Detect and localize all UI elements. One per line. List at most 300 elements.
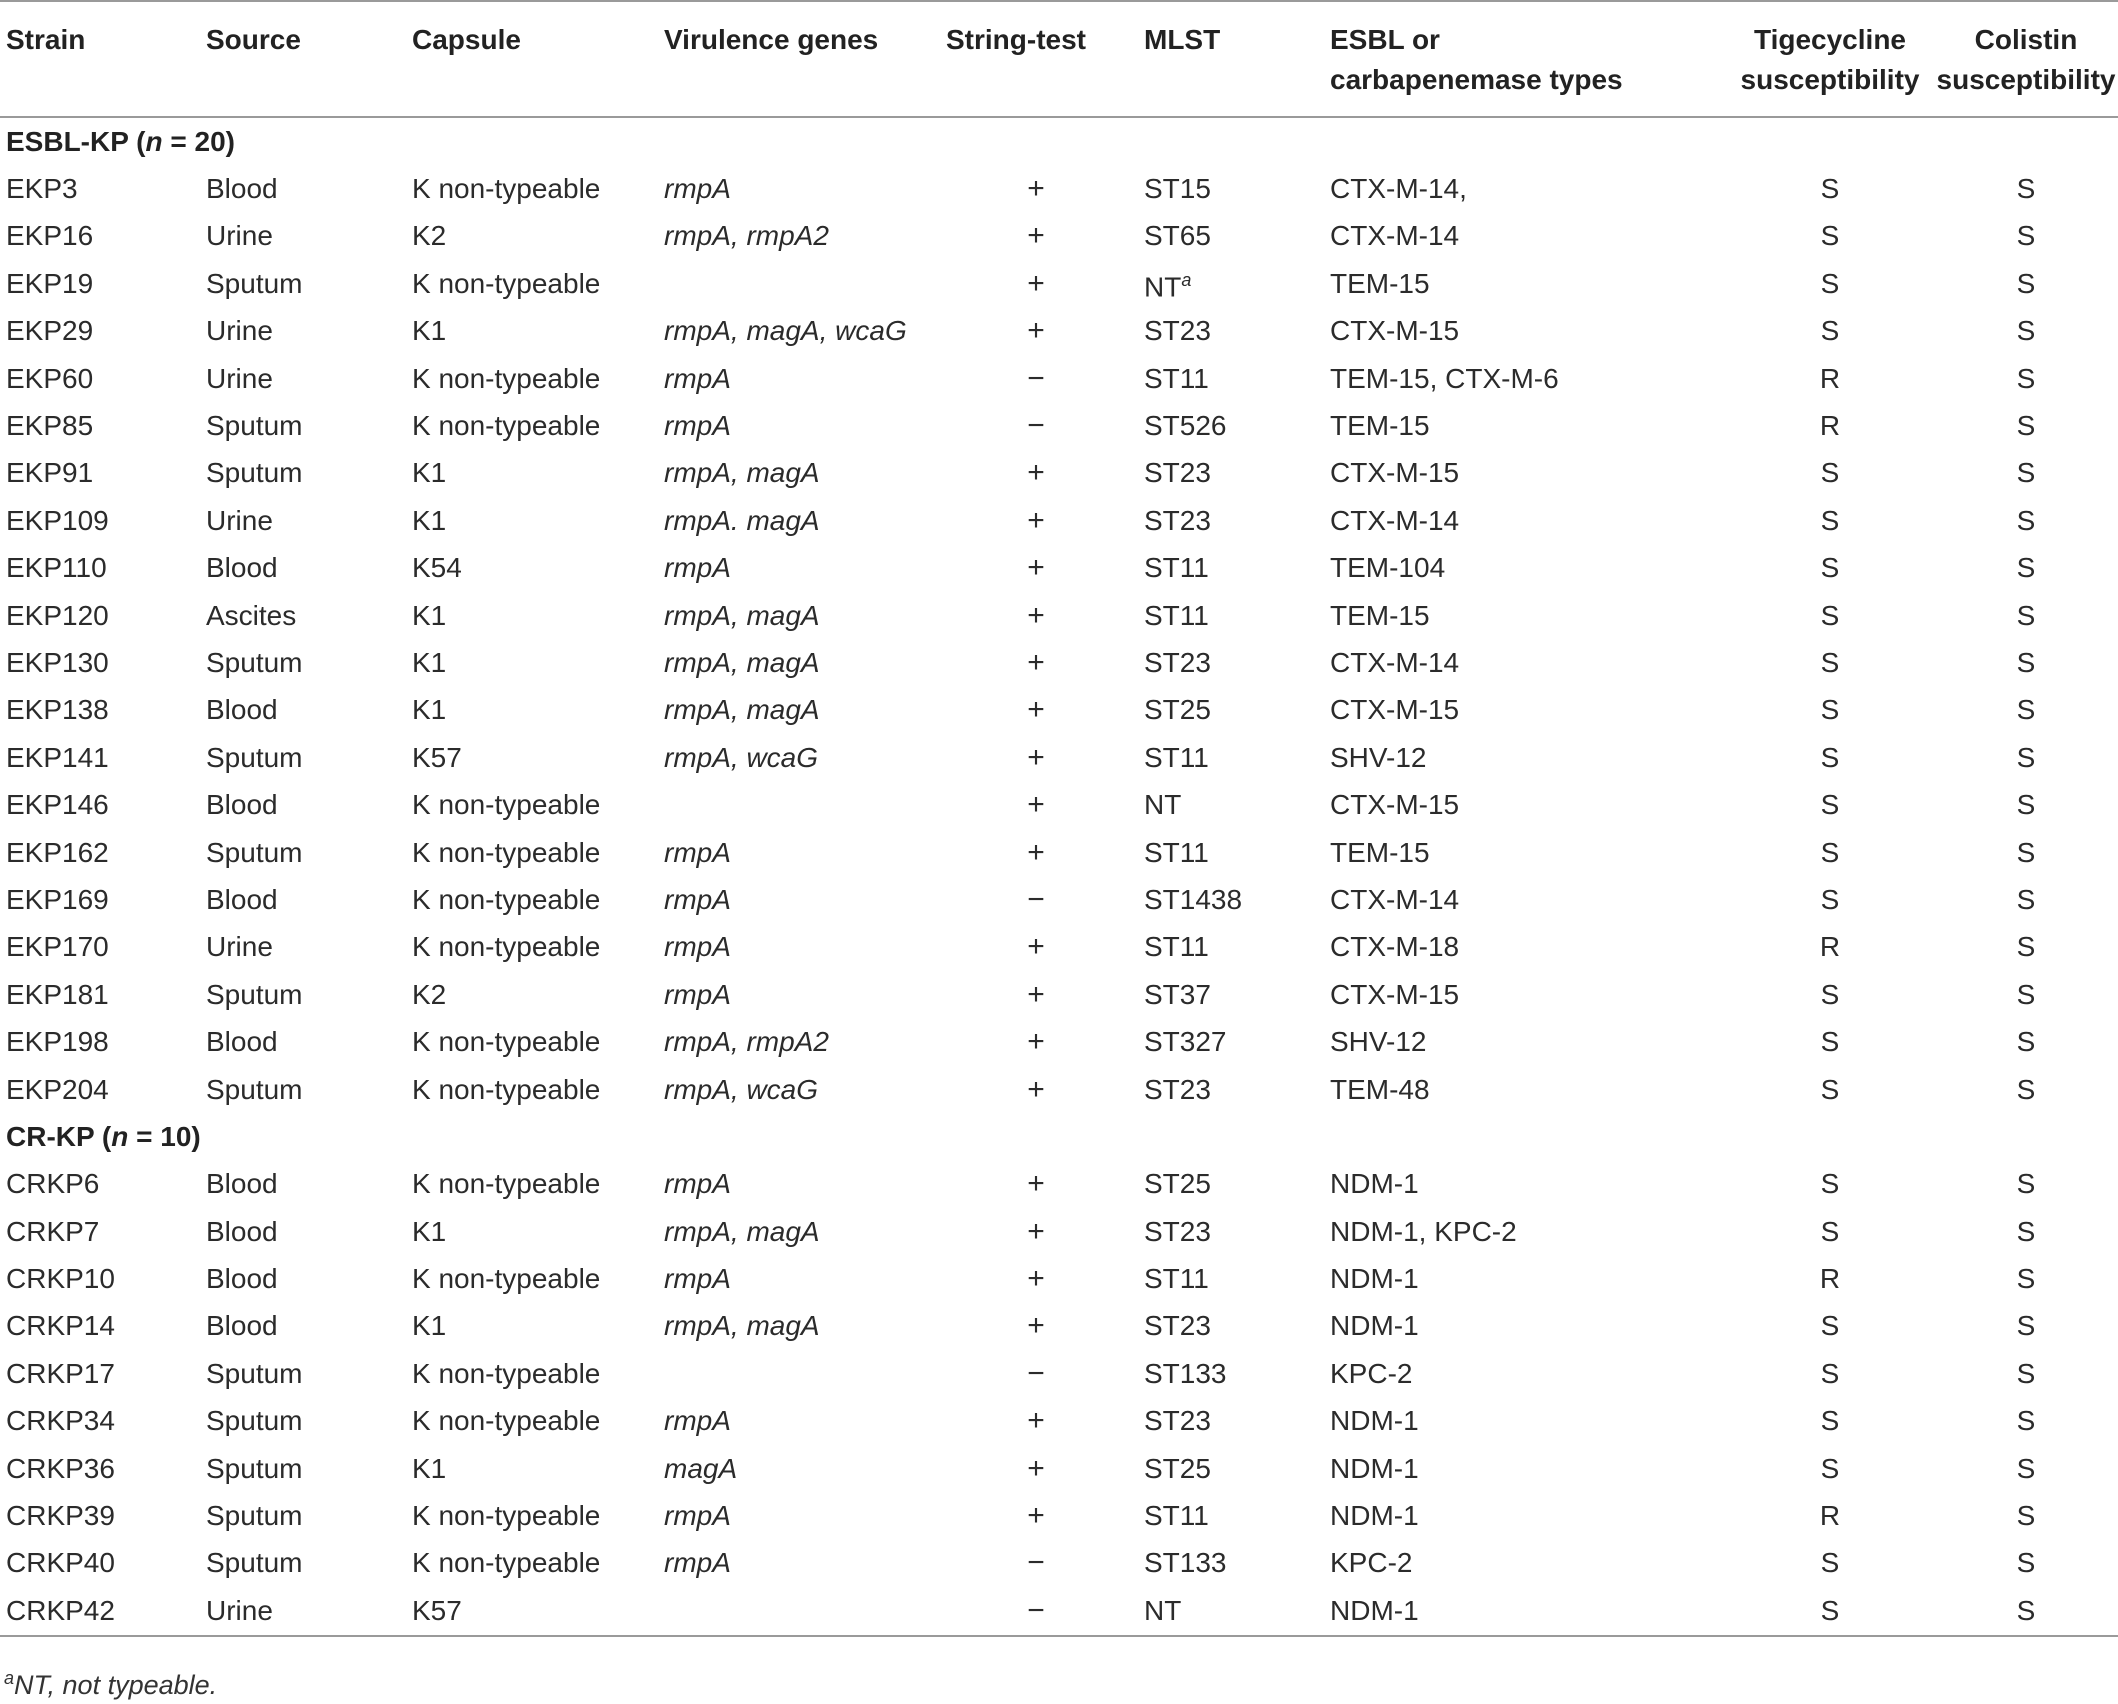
cell-strain [0,924,206,971]
cell-string-test-text: + [1027,788,1045,822]
cell-capsule [412,592,664,639]
cell-strain-text: CRKP40 [6,1547,115,1579]
cell-mlst [1126,592,1330,639]
cell-capsule-text: K non-typeable [412,410,601,442]
table-row [0,355,2118,402]
cell-strain [0,1445,206,1492]
table-row [0,687,2118,734]
table-row [0,1540,2118,1587]
cell-mlst-text: ST133 [1144,1547,1227,1579]
cell-esbl-text: TEM-15 [1330,267,1430,299]
cell-source-text: Sputum [206,267,303,299]
cell-tigecycline-text: R [1819,1500,1841,1532]
cell-tigecycline-text: S [1820,1215,1840,1247]
cell-colistin [1934,497,2118,544]
cell-mlst [1126,308,1330,355]
table-row [0,308,2118,355]
cell-strain [0,260,206,307]
cell-mlst-text: ST11 [1144,931,1209,963]
cell-capsule [412,639,664,686]
cell-source-text: Sputum [206,1547,303,1579]
group-label [0,1113,2118,1160]
group-n-variable: n [111,1120,129,1152]
cell-colistin-text: S [2016,552,2036,584]
cell-mlst-text: NT [1144,789,1182,821]
cell-esbl-text: SHV-12 [1330,741,1427,773]
cell-source-text: Sputum [206,741,303,773]
cell-mlst [1126,1540,1330,1587]
cell-capsule-text: K non-typeable [412,362,601,394]
cell-virulence [664,1350,946,1397]
cell-tigecycline [1726,829,1934,876]
cell-capsule [412,1492,664,1539]
cell-virulence [664,497,946,544]
cell-tigecycline [1726,1350,1934,1397]
cell-strain-text: CRKP7 [6,1215,100,1247]
cell-strain [0,1161,206,1208]
cell-mlst [1126,1398,1330,1445]
cell-tigecycline [1726,1445,1934,1492]
cell-capsule-text: K57 [412,1594,462,1626]
cell-capsule-text: K57 [412,741,462,773]
cell-mlst [1126,1208,1330,1255]
cell-colistin-text: S [2016,410,2036,442]
cell-colistin [1934,165,2118,212]
cell-capsule-text: K non-typeable [412,1263,601,1295]
cell-strain [0,734,206,781]
cell-strain [0,876,206,923]
cell-tigecycline [1726,213,1934,260]
cell-tigecycline [1726,260,1934,307]
cell-capsule [412,829,664,876]
cell-source [206,545,412,592]
cell-mlst-text: ST65 [1144,220,1211,252]
cell-mlst-text: NT [1144,1594,1182,1626]
cell-source [206,402,412,449]
cell-capsule-text: K1 [412,1215,447,1247]
cell-colistin [1934,1398,2118,1445]
cell-strain-text: CRKP14 [6,1310,115,1342]
cell-source-text: Sputum [206,646,303,678]
cell-esbl [1330,1018,1726,1065]
group-header-row [0,1113,2118,1160]
cell-capsule-text: K non-typeable [412,1357,601,1389]
cell-mlst [1126,1066,1330,1113]
cell-esbl [1330,308,1726,355]
cell-virulence [664,308,946,355]
cell-capsule [412,876,664,923]
cell-mlst [1126,545,1330,592]
cell-esbl [1330,734,1726,781]
cell-mlst-text: ST23 [1144,1215,1211,1247]
cell-virulence-text: rmpA. magA [664,504,820,536]
cell-source-text: Urine [206,315,273,347]
cell-colistin-text: S [2016,173,2036,205]
cell-esbl-text: NDM-1 [1330,1500,1419,1532]
footnote-text: NT, not typeable. [14,1670,218,1700]
table-row [0,1161,2118,1208]
cell-capsule [412,355,664,402]
cell-mlst-text: ST23 [1144,504,1211,536]
cell-colistin-text: S [2016,931,2036,963]
cell-virulence-text: rmpA [664,410,731,442]
cell-tigecycline [1726,876,1934,923]
cell-colistin [1934,1540,2118,1587]
cell-capsule-text: K1 [412,694,447,726]
cell-capsule [412,1303,664,1350]
cell-colistin [1934,1587,2118,1635]
cell-colistin [1934,687,2118,734]
group-n-count: = 20) [162,125,235,157]
table-row [0,734,2118,781]
cell-mlst-text: ST11 [1144,836,1209,868]
cell-colistin-text: S [2016,1547,2036,1579]
cell-source [206,1066,412,1113]
col-strain: Strain [0,1,206,117]
cell-virulence [664,924,946,971]
cell-esbl-text: CTX-M-14 [1330,220,1460,252]
cell-strain-text: EKP138 [6,694,109,726]
cell-esbl [1330,213,1726,260]
cell-esbl [1330,1161,1726,1208]
cell-strain [0,1066,206,1113]
col-esbl [1330,1,1726,117]
cell-source-text: Sputum [206,978,303,1010]
cell-string-test [946,1208,1126,1255]
cell-esbl-text: CTX-M-14 [1330,504,1460,536]
cell-capsule-text: K1 [412,646,447,678]
cell-virulence [664,1303,946,1350]
cell-string-test [946,1066,1126,1113]
cell-tigecycline-text: R [1819,1263,1841,1295]
cell-virulence [664,876,946,923]
cell-virulence [664,639,946,686]
cell-string-test [946,734,1126,781]
cell-esbl-text: CTX-M-14 [1330,646,1460,678]
cell-source [206,1303,412,1350]
cell-tigecycline [1726,402,1934,449]
cell-strain-text: EKP91 [6,457,94,489]
cell-tigecycline-text: S [1820,173,1840,205]
col-tigecycline [1726,1,1934,117]
cell-source-text: Sputum [206,836,303,868]
group-label-text: ESBL-KP ( [6,125,146,157]
cell-strain-text: EKP29 [6,315,94,347]
cell-strain [0,781,206,828]
cell-source [206,1208,412,1255]
cell-source-text: Blood [206,1168,278,1200]
cell-colistin [1934,308,2118,355]
cell-virulence [664,734,946,781]
cell-string-test [946,308,1126,355]
cell-tigecycline [1726,165,1934,212]
cell-capsule [412,1350,664,1397]
cell-colistin [1934,1303,2118,1350]
cell-capsule-text: K non-typeable [412,836,601,868]
cell-string-test [946,1587,1126,1635]
cell-source-text: Urine [206,362,273,394]
cell-colistin [1934,545,2118,592]
cell-source-text: Sputum [206,1405,303,1437]
cell-capsule-text: K1 [412,457,447,489]
cell-source [206,260,412,307]
cell-mlst-text: ST23 [1144,1310,1211,1342]
cell-tigecycline [1726,734,1934,781]
cell-virulence [664,971,946,1018]
group-n-count: = 10) [128,1120,201,1152]
cell-source-text: Blood [206,1310,278,1342]
cell-esbl-text: CTX-M-14 [1330,883,1460,915]
cell-mlst [1126,1445,1330,1492]
cell-source [206,308,412,355]
cell-virulence-text: rmpA, magA [664,694,820,726]
cell-colistin-text: S [2016,1357,2036,1389]
cell-strain-text: EKP85 [6,410,94,442]
cell-mlst [1126,687,1330,734]
cell-strain-text: EKP130 [6,646,109,678]
cell-string-test [946,1350,1126,1397]
cell-colistin-text: S [2016,1215,2036,1247]
cell-tigecycline [1726,1587,1934,1635]
table-header [0,1,2118,117]
col-coli-line2: susceptibility [1936,64,2116,95]
cell-capsule-text: K non-typeable [412,1405,601,1437]
cell-tigecycline-text: S [1820,1452,1840,1484]
cell-strain-text: EKP19 [6,267,94,299]
cell-capsule [412,1445,664,1492]
cell-strain [0,355,206,402]
cell-virulence [664,1208,946,1255]
cell-colistin-text: S [2016,1500,2036,1532]
cell-esbl-text: NDM-1 [1330,1405,1419,1437]
cell-esbl [1330,971,1726,1018]
cell-tigecycline [1726,545,1934,592]
cell-esbl [1330,687,1726,734]
cell-strain-text: EKP169 [6,883,109,915]
cell-capsule-text: K non-typeable [412,1500,601,1532]
cell-mlst [1126,497,1330,544]
cell-colistin-text: S [2016,1594,2036,1626]
cell-colistin-text: S [2016,646,2036,678]
col-coli-line1: Colistin [1974,24,2078,55]
cell-source-text: Sputum [206,1500,303,1532]
table-row [0,1208,2118,1255]
cell-colistin [1934,1350,2118,1397]
cell-mlst [1126,1303,1330,1350]
col-esbl-line1: ESBL or [1330,24,1440,55]
col-mlst: MLST [1126,1,1330,117]
cell-capsule [412,971,664,1018]
cell-tigecycline-text: S [1820,1594,1840,1626]
cell-strain [0,639,206,686]
cell-colistin [1934,971,2118,1018]
cell-string-test-text: + [1027,1214,1045,1248]
cell-capsule [412,497,664,544]
cell-virulence-text: rmpA [664,552,731,584]
cell-strain-text: CRKP39 [6,1500,115,1532]
cell-string-test-text: + [1027,503,1045,537]
cell-tigecycline [1726,1303,1934,1350]
cell-source-text: Blood [206,694,278,726]
cell-capsule [412,734,664,781]
cell-capsule [412,1540,664,1587]
cell-colistin-text: S [2016,1452,2036,1484]
cell-string-test-text: + [1027,977,1045,1011]
cell-tigecycline-text: S [1820,1168,1840,1200]
cell-tigecycline [1726,1255,1934,1302]
cell-strain-text: EKP110 [6,552,107,584]
cell-colistin [1934,829,2118,876]
cell-tigecycline [1726,1161,1934,1208]
cell-virulence-text: rmpA, rmpA2 [664,220,829,252]
cell-colistin-text: S [2016,789,2036,821]
cell-virulence-text: rmpA, wcaG [664,741,819,773]
cell-esbl [1330,1587,1726,1635]
cell-esbl [1330,1208,1726,1255]
cell-mlst [1126,1161,1330,1208]
cell-virulence-text: rmpA [664,1168,731,1200]
cell-tigecycline-text: S [1820,646,1840,678]
cell-source-text: Sputum [206,410,303,442]
cell-tigecycline [1726,497,1934,544]
cell-capsule [412,781,664,828]
cell-strain-text: EKP162 [6,836,109,868]
cell-mlst-text: ST25 [1144,1452,1211,1484]
cell-mlst [1126,1492,1330,1539]
cell-capsule-text: K non-typeable [412,173,601,205]
cell-source [206,1398,412,1445]
table-row [0,1492,2118,1539]
table-row [0,829,2118,876]
cell-string-test [946,1445,1126,1492]
cell-source-text: Blood [206,1215,278,1247]
cell-colistin-text: S [2016,1263,2036,1295]
cell-strain [0,971,206,1018]
cell-colistin [1934,876,2118,923]
cell-esbl [1330,1540,1726,1587]
cell-string-test [946,829,1126,876]
cell-string-test-text: + [1027,645,1045,679]
cell-source [206,876,412,923]
cell-esbl [1330,781,1726,828]
cell-strain [0,1587,206,1635]
table-row [0,1018,2118,1065]
cell-colistin-text: S [2016,267,2036,299]
cell-string-test [946,1398,1126,1445]
cell-colistin [1934,1161,2118,1208]
table-row [0,1445,2118,1492]
cell-virulence-text: rmpA [664,173,731,205]
cell-string-test [946,450,1126,497]
cell-string-test-text: − [1027,1356,1045,1390]
cell-mlst-text: ST23 [1144,1405,1211,1437]
cell-colistin-text: S [2016,315,2036,347]
cell-strain [0,1018,206,1065]
cell-esbl [1330,165,1726,212]
cell-source [206,924,412,971]
table-row [0,1398,2118,1445]
cell-string-test-text: + [1027,219,1045,253]
cell-tigecycline-text: S [1820,1026,1840,1058]
cell-tigecycline-text: S [1820,267,1840,299]
cell-strain-text: EKP3 [6,173,78,205]
cell-virulence-text: rmpA [664,1547,731,1579]
cell-strain [0,1208,206,1255]
table-row [0,1587,2118,1635]
cell-source-text: Blood [206,1263,278,1295]
cell-tigecycline [1726,687,1934,734]
cell-source [206,1161,412,1208]
cell-string-test-text: + [1027,598,1045,632]
cell-string-test [946,1018,1126,1065]
cell-tigecycline-text: S [1820,1547,1840,1579]
cell-string-test [946,1492,1126,1539]
cell-colistin [1934,1018,2118,1065]
cell-esbl [1330,1303,1726,1350]
cell-virulence [664,781,946,828]
cell-capsule [412,1018,664,1065]
cell-string-test [946,876,1126,923]
cell-virulence-text: rmpA [664,362,731,394]
cell-strain-text: CRKP42 [6,1594,115,1626]
cell-mlst [1126,1587,1330,1635]
cell-colistin [1934,1255,2118,1302]
cell-tigecycline [1726,1066,1934,1113]
cell-string-test-text: − [1027,361,1045,395]
cell-colistin [1934,213,2118,260]
cell-mlst [1126,876,1330,923]
cell-source [206,1350,412,1397]
cell-tigecycline-text: S [1820,1310,1840,1342]
cell-strain-text: EKP181 [6,978,109,1010]
cell-source-text: Urine [206,931,273,963]
cell-virulence-text: rmpA [664,978,731,1010]
cell-colistin-text: S [2016,362,2036,394]
cell-virulence [664,829,946,876]
cell-capsule-text: K2 [412,978,447,1010]
cell-virulence [664,450,946,497]
cell-strain [0,1350,206,1397]
cell-esbl [1330,876,1726,923]
group-label [0,117,2118,165]
cell-virulence [664,1492,946,1539]
cell-colistin-text: S [2016,457,2036,489]
cell-virulence [664,260,946,307]
cell-string-test-text: + [1027,740,1045,774]
cell-capsule [412,924,664,971]
cell-source [206,687,412,734]
cell-capsule [412,687,664,734]
cell-virulence-text: rmpA, magA [664,1310,820,1342]
cell-mlst-text: ST11 [1144,552,1209,584]
cell-tigecycline [1726,924,1934,971]
table-row [0,450,2118,497]
cell-virulence [664,1398,946,1445]
cell-esbl-text: CTX-M-14, [1330,173,1467,205]
cell-esbl-text: CTX-M-15 [1330,694,1460,726]
cell-strain-text: CRKP6 [6,1168,100,1200]
cell-mlst [1126,829,1330,876]
cell-colistin [1934,355,2118,402]
cell-source-text: Sputum [206,1452,303,1484]
cell-mlst [1126,1018,1330,1065]
cell-colistin [1934,402,2118,449]
cell-source-text: Blood [206,789,278,821]
cell-virulence [664,1066,946,1113]
cell-string-test [946,165,1126,212]
cell-virulence-text: rmpA, wcaG [664,1073,819,1105]
cell-tigecycline [1726,1398,1934,1445]
